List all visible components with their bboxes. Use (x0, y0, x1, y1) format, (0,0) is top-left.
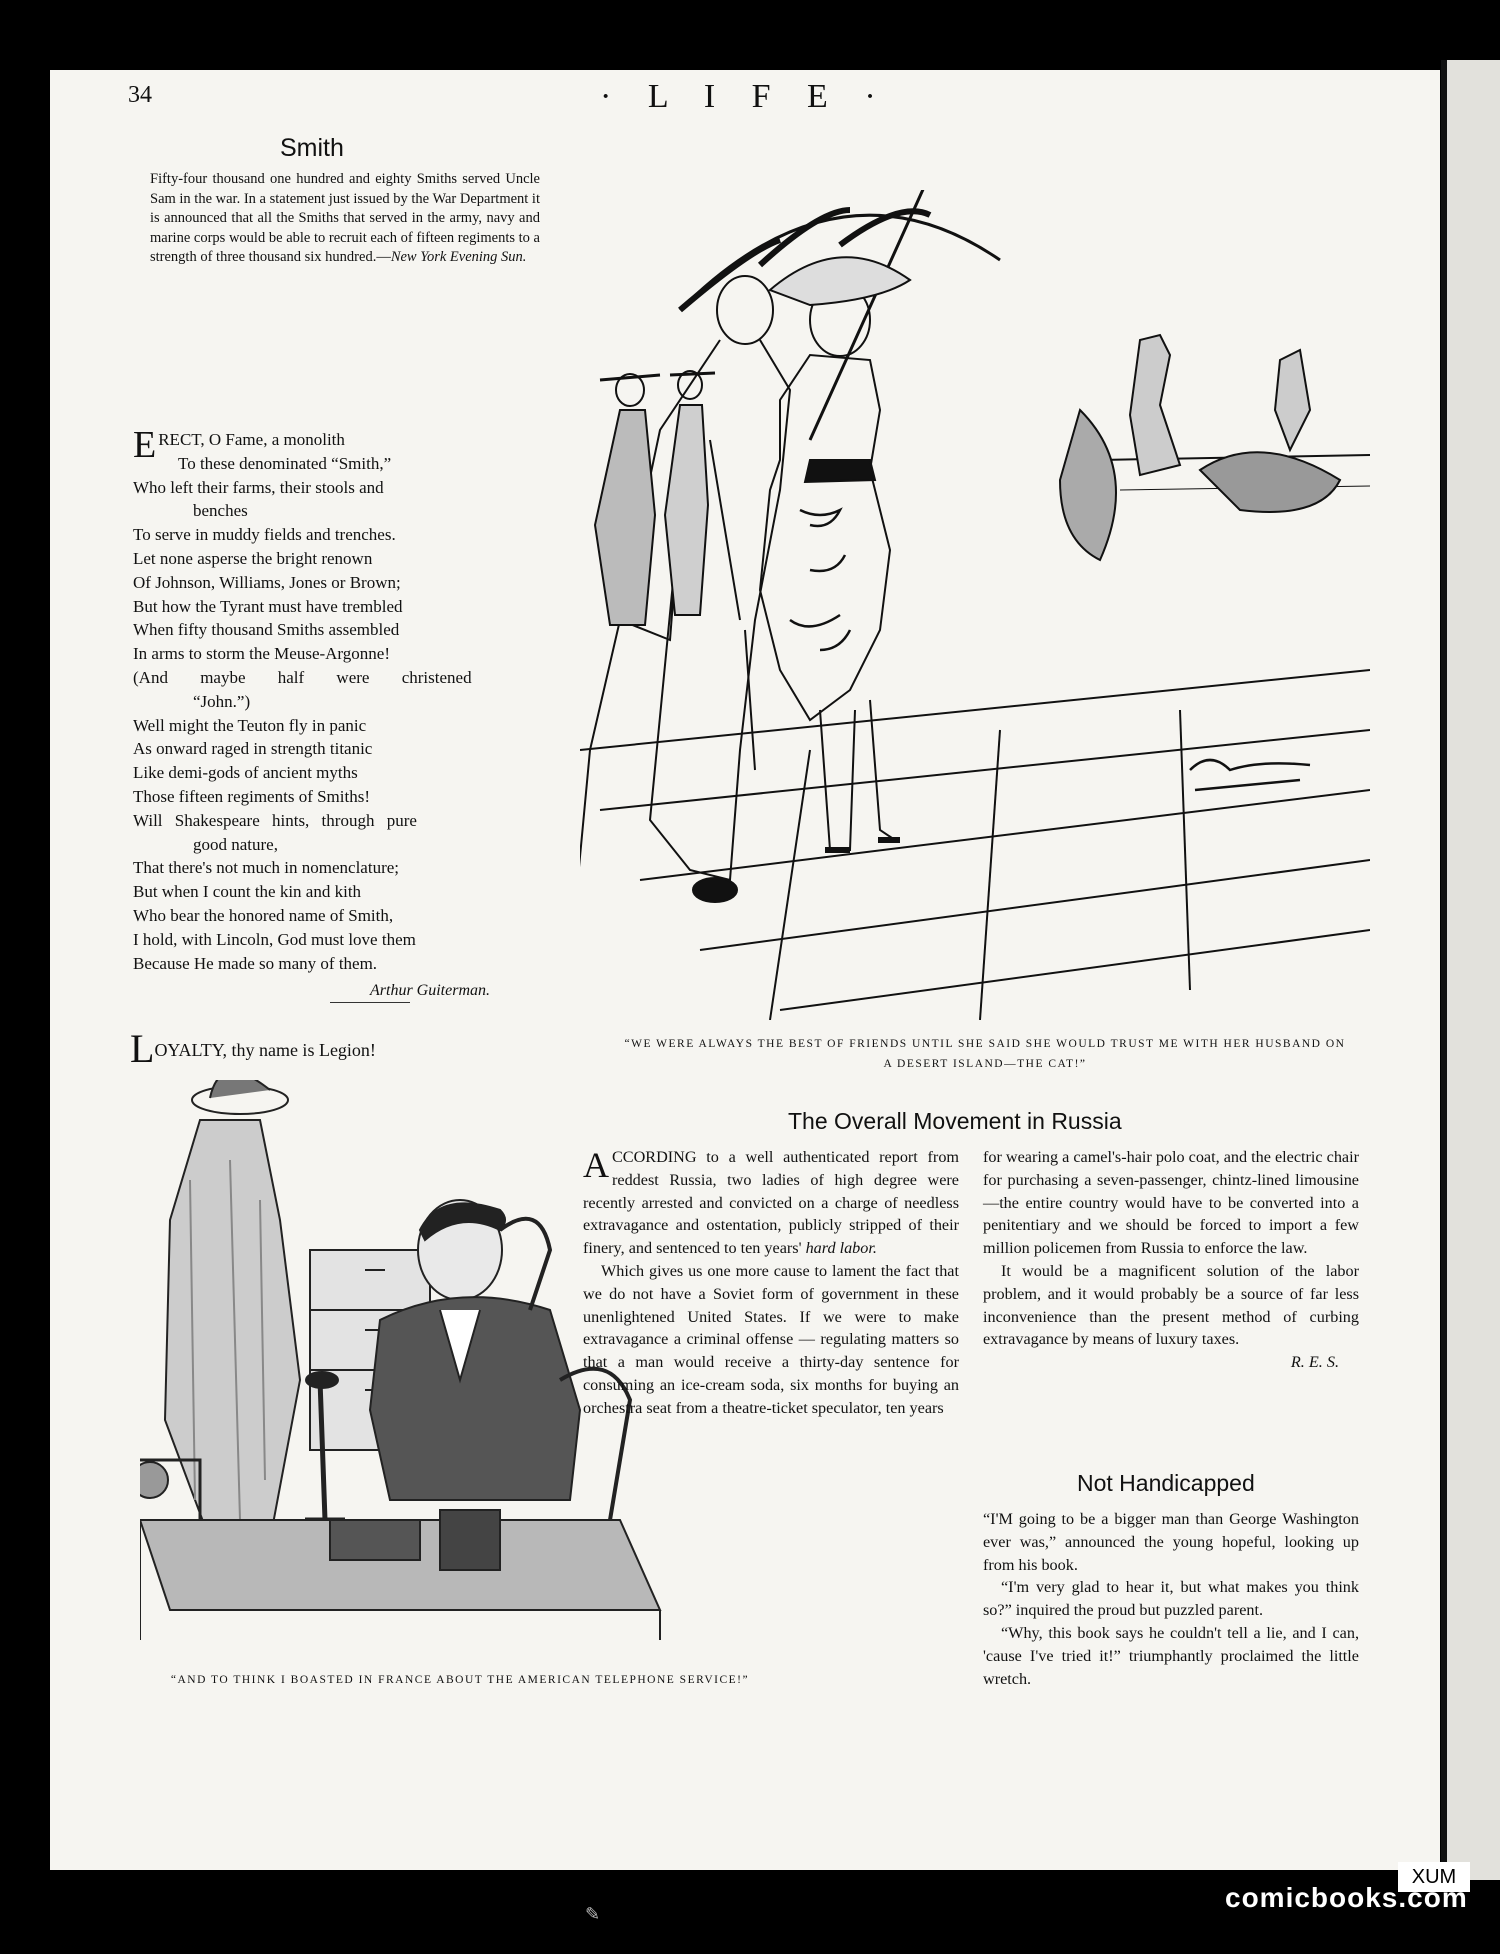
poem-line: Will Shakespeare hints, through pure (133, 810, 417, 830)
handicapped-paragraph-3: “Why, this book says he couldn't tell a lie, and I can, 'cause I've tried it!” triumphantly proclaimed the little wretch. (983, 1623, 1359, 1688)
poem-line: But when I count the kin and kith (133, 882, 362, 902)
russia-para1-italic: hard labor. (805, 1239, 877, 1258)
russia-paragraph-4: It would be a magnificent solution of the labor problem, and it would probably be a source of far less inconvenience than the present method of curbing extravagance by means of luxury taxes. (983, 1261, 1359, 1349)
poem-line: That there's not much in nomenclature; (133, 858, 400, 878)
divider-rule (330, 1002, 410, 1003)
russia-paragraph-2: Which gives us one more cause to lament the fact that we do not have a Soviet form of government in these unenlightened United States. If we were to make extravagance a criminal offense — regulating matters so that a man would receive a thirty-day sentence for consuming an ice-cream soda, six months for buying an orchestra seat from a theatre-ticket speculator, ten years (583, 1261, 959, 1417)
poem-line: As onward raged in strength titanic (133, 739, 373, 759)
russia-column-2 (983, 1146, 1359, 1374)
poem-line: To these denominated “Smith,” (178, 453, 392, 473)
russia-paragraph-3: for wearing a camel's-hair polo coat, and the electric chair for purchasing a seven-passenger, chintz-lined limousine—the entire country would have to be converted into a penitentiary and we should be forced to import a few million policemen from Russia to enforce the law. (983, 1148, 1359, 1258)
poem-line: Let none asperse the bright renown (133, 548, 373, 568)
poem-line: I hold, with Lincoln, God must love them (133, 929, 416, 949)
page-number: 34 (128, 82, 152, 108)
beach-strollers-illustration (590, 365, 720, 645)
handicapped-title: Not Handicapped (1077, 1470, 1255, 1496)
poem-line: benches (193, 501, 248, 521)
page-gutter (1441, 60, 1447, 1880)
smith-poem (133, 424, 558, 975)
telephone-caption: “AND TO THINK I BOASTED IN FRANCE ABOUT THE AMERICAN TELEPHONE SERVICE!” (170, 1674, 750, 1686)
poem-line: In arms to storm the Meuse-Argonne! (133, 644, 390, 664)
poem-line: But how the Tyrant must have trembled (133, 596, 403, 616)
poem-dropcap: E (133, 424, 157, 466)
poem-line: Well might the Teuton fly in panic (133, 715, 367, 735)
poem-line: Those fifteen regiments of Smiths! (133, 786, 371, 806)
poem-line: When fifty thousand Smiths assembled (133, 620, 400, 640)
handicapped-column (983, 1508, 1359, 1690)
loyalty-dropcap: L (130, 1026, 155, 1071)
loyalty-text: OYALTY, thy name is Legion! (154, 1040, 376, 1060)
scan-mark-icon: ✎ (585, 1904, 601, 1924)
poem-line: Who left their farms, their stools and (133, 477, 384, 497)
russia-column-1 (583, 1146, 959, 1420)
poem-byline: Arthur Guiterman. (370, 982, 490, 999)
loyalty-line (130, 1025, 376, 1072)
masthead: · L I F E · (600, 78, 890, 115)
handicapped-paragraph-1: “I'M going to be a bigger man than George Washington ever was,” announced the young hopeful, looking up from his book. (983, 1510, 1359, 1574)
russia-signature: R. E. S. (1290, 1353, 1339, 1372)
smith-epigraph-text: Fifty-four thousand one hundred and eighty Smiths served Uncle Sam in the war. In a statement just issued by the War Department it is announced that all the Smiths that served in the army, navy and marine corps would be able to recruit each of fifteen regiments to a strength of three thousand six hundred.— (150, 171, 540, 265)
russia-paragraph-1 (583, 1146, 959, 1260)
smith-epigraph-source: New York Evening Sun. (390, 249, 527, 265)
russia-title: The Overall Movement in Russia (788, 1108, 1122, 1134)
poem-line: “John.”) (193, 691, 251, 711)
poem-line: good nature, (193, 834, 278, 854)
handicapped-paragraph-2: “I'm very glad to hear it, but what makes you think so?” inquired the proud but puzzled parent. (983, 1578, 1359, 1620)
xum-tag: XUM (1398, 1862, 1470, 1892)
smith-title: Smith (280, 134, 344, 162)
poem-line: Who bear the honored name of Smith, (133, 905, 394, 925)
poem-line: RECT, O Fame, a monolith (158, 430, 345, 449)
russia-dropcap: A (583, 1145, 609, 1185)
boardwalk-caption: “WE WERE ALWAYS THE BEST OF FRIENDS UNTIL SHE SAID SHE WOULD TRUST ME WITH HER HUSBAND ON A DESERT ISLAND—THE CAT!” (624, 1038, 1346, 1070)
poem-line: (And maybe half were christened (133, 667, 472, 687)
poem-line: Of Johnson, Williams, Jones or Brown; (133, 572, 401, 592)
poem-line: Because He made so many of them. (133, 953, 378, 973)
russia-para1-text: CCORDING to a well authenticated report from reddest Russia, two ladies of high degree were recently arrested and convicted on a charge of needless extravagance and ostentation, publicly stripped of their finery, and sentenced to ten years' (583, 1148, 959, 1258)
smith-epigraph (150, 170, 540, 268)
poem-line: Like demi-gods of ancient myths (133, 763, 358, 783)
facing-page-edge (1441, 60, 1500, 1880)
poem-line: To serve in muddy fields and trenches. (133, 525, 396, 545)
site-watermark: comicbooks.com (1225, 1882, 1468, 1913)
